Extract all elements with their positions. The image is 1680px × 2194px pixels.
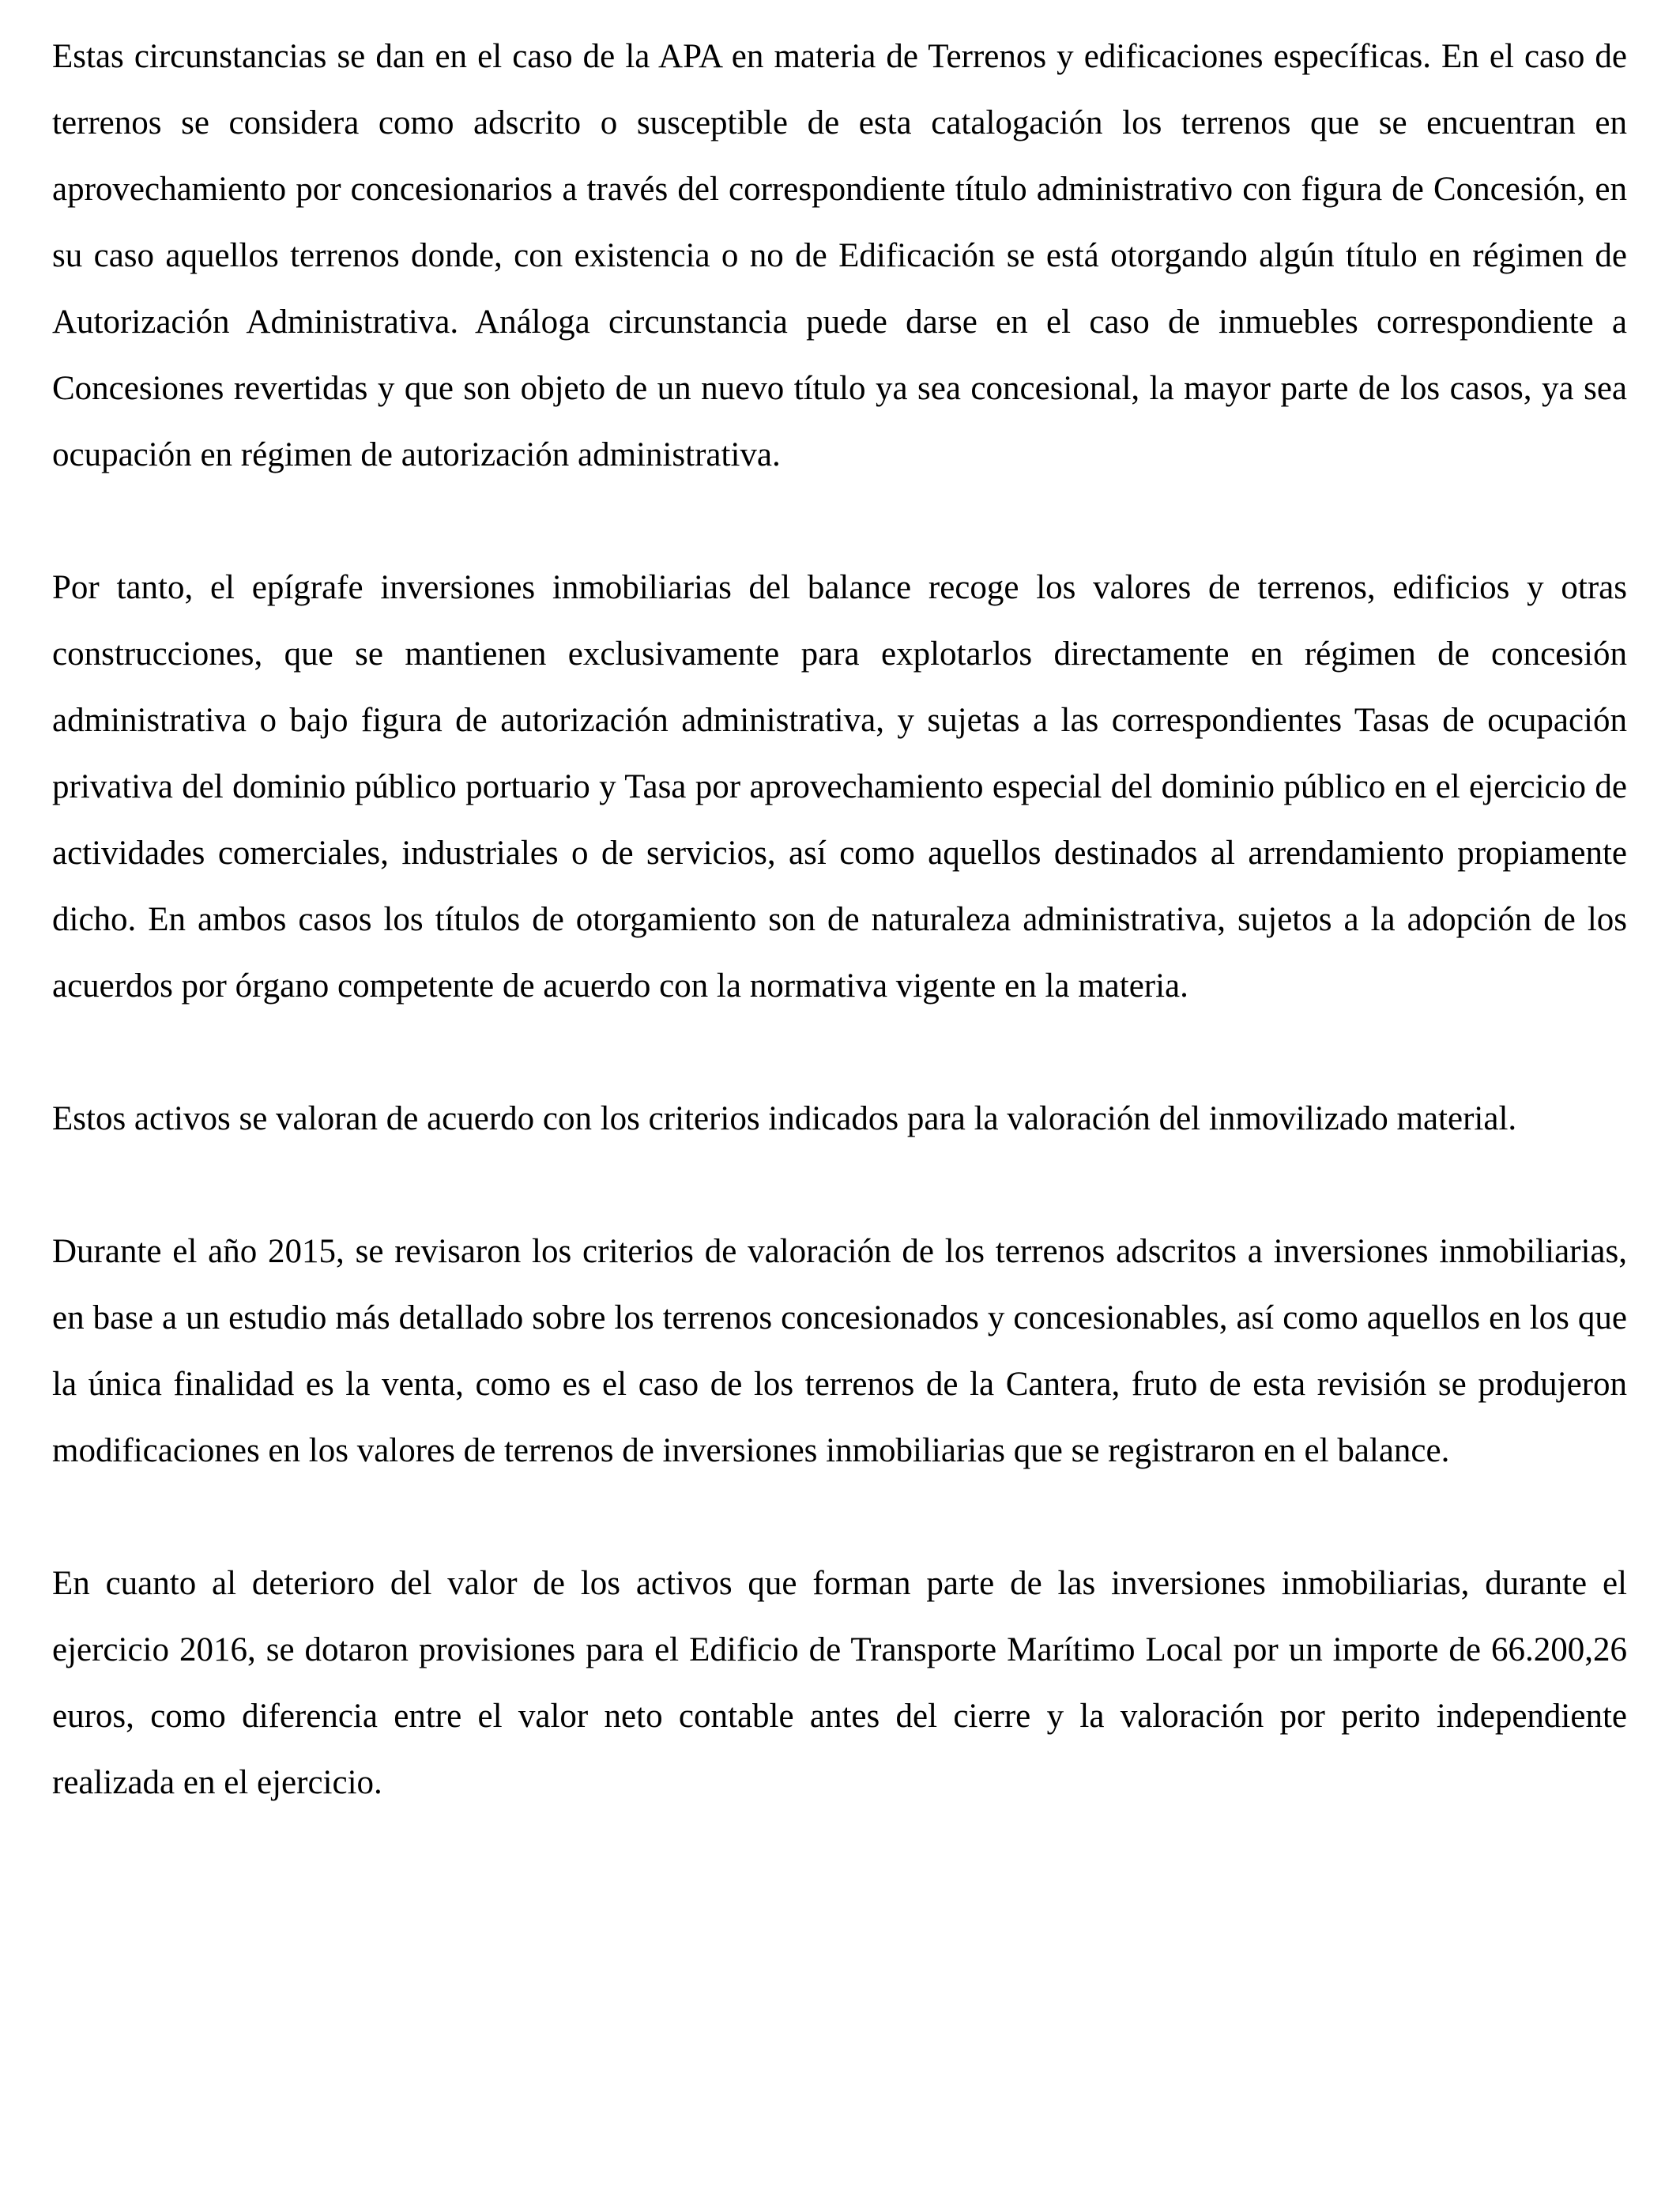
paragraph-revision-2015: Durante el año 2015, se revisaron los criterios de valoración de los terrenos adscritos a inversiones inmobiliarias, en base a un estudio más detallado sobre los terrenos concesionados y concesionables, así como aquellos en los que la única finalidad es la venta, como es el caso de los terrenos de la Cantera, fruto de esta revisión se produjeron modificaciones en los valores de terrenos de inversiones inmobiliarias que se registraron en el balance. xyxy=(52,1233,1627,1469)
paragraph-inversiones-inmobiliarias: Por tanto, el epígrafe inversiones inmobiliarias del balance recoge los valores de terrenos, edificios y otras construcciones, que se mantienen exclusivamente para explotarlos directamente en régimen de concesión administrativa o bajo figura de autorización administrativa, y sujetas a las correspondientes Tasas de ocupación privativa del dominio público portuario y Tasa por aprovechamiento especial del dominio público en el ejercicio de actividades comerciales, industriales o de servicios, así como aquellos destinados al arrendamiento propiamente dicho. En ambos casos los títulos de otorgamiento son de naturaleza administrativa, sujetos a la adopción de los acuerdos por órgano competente de acuerdo con la normativa vigente en la materia. xyxy=(52,569,1627,1005)
paragraph-valoracion-activos: Estos activos se valoran de acuerdo con los criterios indicados para la valoración del inmovilizado material. xyxy=(52,1100,1517,1137)
document-page xyxy=(52,24,1627,1816)
paragraph-deterioro-2016: En cuanto al deterioro del valor de los activos que forman parte de las inversiones inmobiliarias, durante el ejercicio 2016, se dotaron provisiones para el Edificio de Transporte Marítimo Local por un importe de 66.200,26 euros, como diferencia entre el valor neto contable antes del cierre y la valoración por perito independiente realizada en el ejercicio. xyxy=(52,1565,1627,1801)
paragraph-apa-circunstancias: Estas circunstancias se dan en el caso de la APA en materia de Terrenos y edificaciones específicas. En el caso de terrenos se considera como adscrito o susceptible de esta catalogación los terrenos que se encuentran en aprovechamiento por concesionarios a través del correspondiente título administrativo con figura de Concesión, en su caso aquellos terrenos donde, con existencia o no de Edificación se está otorgando algún título en régimen de Autorización Administrativa. Análoga circunstancia puede darse en el caso de inmuebles correspondiente a Concesiones revertidas y que son objeto de un nuevo título ya sea concesional, la mayor parte de los casos, ya sea ocupación en régimen de autorización administrativa. xyxy=(52,38,1627,473)
